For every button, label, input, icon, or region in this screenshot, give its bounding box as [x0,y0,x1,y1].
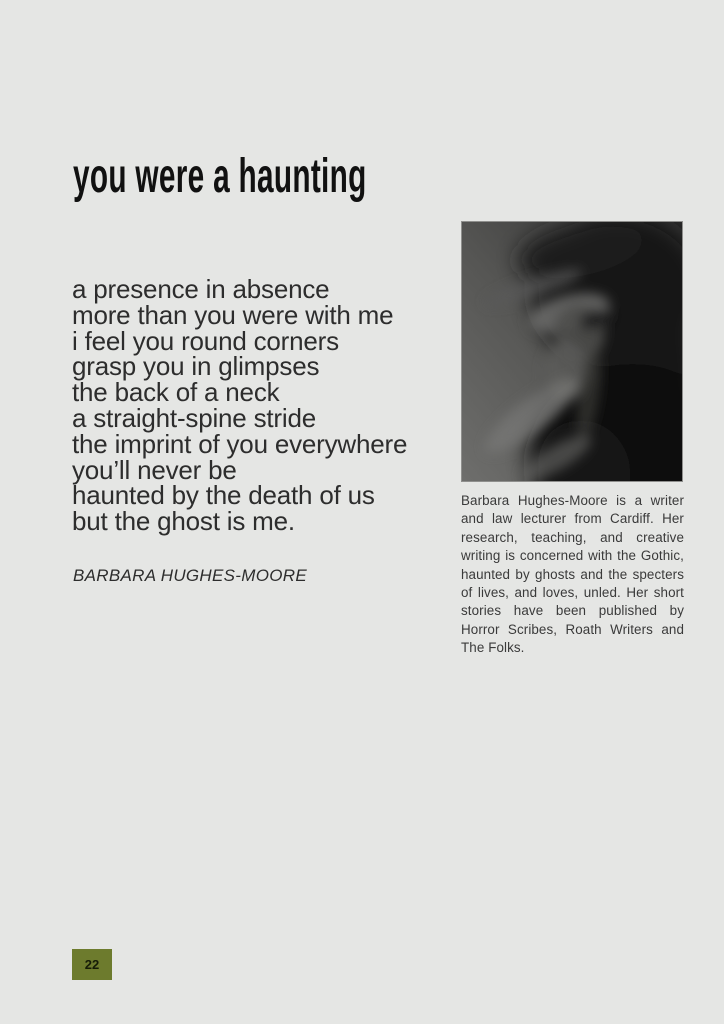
poem-line: the imprint of you everywhere [72,428,408,459]
blurred-portrait-image [462,222,682,481]
poem-author: BARBARA HUGHES-MOORE [73,566,307,585]
poem-line: a presence in absence [72,274,330,304]
poem-line: but the ghost is me. [72,506,295,537]
poem-line: the back of a neck [72,377,280,408]
poem-line: you’ll never be [72,454,237,485]
contributor-bio: Barbara Hughes-Moore is a writer and law lecturer from Cardiff. Her research, teaching, and creative writing is concerned with the Gothic, haunted by ghosts and the specters of lives, and loves, unled. Her short stories have been published by Horror Scribes, Roath Writers and The Folks. [461,493,684,656]
poem-line: a straight-spine stride [72,402,316,433]
page-number-badge [72,949,112,980]
poem-body [72,274,408,537]
contributor-photo [461,221,683,482]
poem-title: you were a haunting [73,150,367,203]
poem-line: grasp you in glimpses [72,351,320,382]
page-number: 22 [84,957,100,972]
poem-line: haunted by the death of us [72,480,375,511]
poem-line: more than you were with me [72,299,394,330]
poem-line: i feel you round corners [72,325,339,356]
